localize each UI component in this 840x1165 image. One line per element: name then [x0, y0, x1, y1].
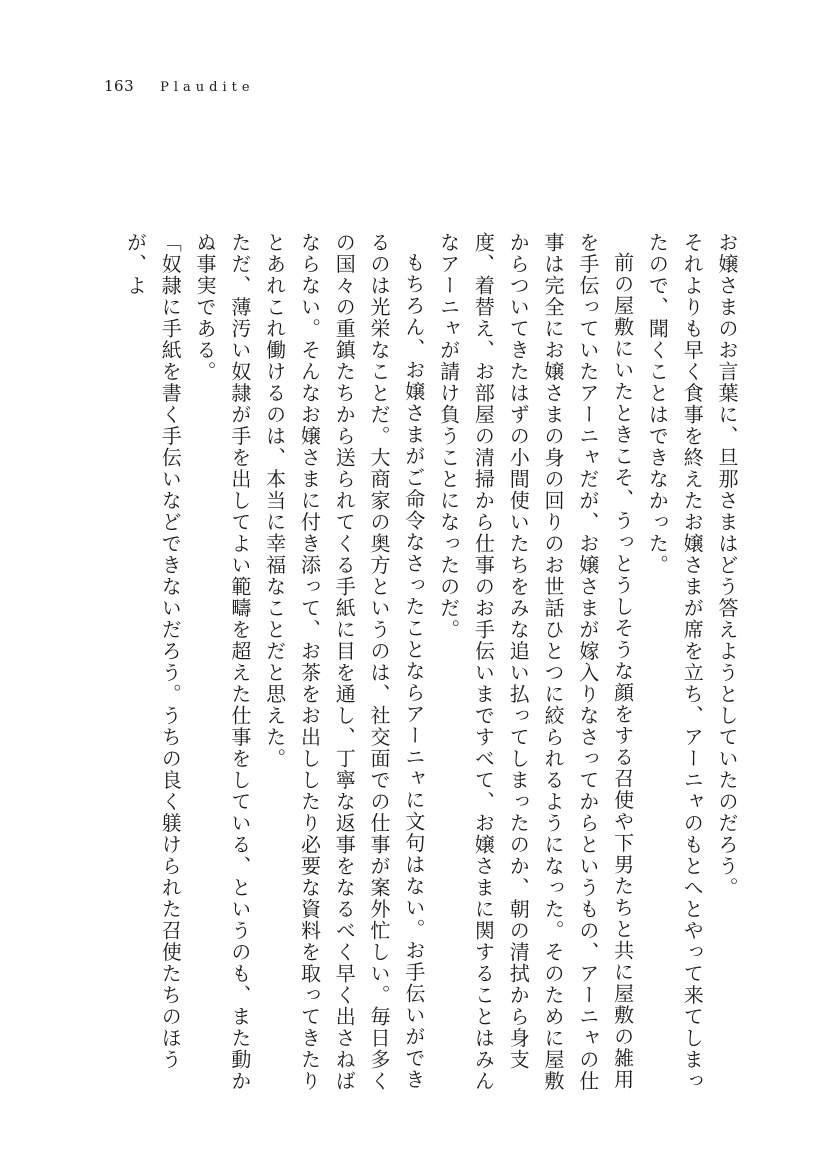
paragraph: もちろん、お嬢さまがご命令なさったことならアーニャに文句はない。お手伝いができるのは光栄なことだ。大商家の奥方というのは、社交面での仕事が案外忙しい。毎日多くの国々の重鎮たちから送られてくる手紙に目を通し、丁寧な返事をなるべく早く出さねばならない。そんなお嬢さまに付き添って、お茶をお出ししたり必要な資料を取ってきたりとあれこれ働けるのは、本当に幸福なことだと思えた。: [262, 232, 426, 1092]
paragraph: それよりも早く食事を終えたお嬢さまが席を立ち、アーニャのもとへとやって来てしまったので、聞くことはできなかった。: [645, 232, 705, 1092]
paragraph: お嬢さまのお言葉に、旦那さまはどう答えようとしていたのだろう。: [715, 232, 739, 899]
paragraph: ただ、薄汚い奴隷が手を出してよい範疇を超えた仕事をしている、というのも、また動かぬ事実である。: [193, 232, 252, 1092]
page-header: [104, 77, 255, 99]
paragraph: 「奴隷に手紙を書く手伝いなどできないだろう。うちの良く躾けられた召使たちのほうが、よ: [123, 232, 183, 1071]
vertical-body-text: [94, 232, 744, 1092]
running-title: Plaudite: [160, 80, 255, 95]
paragraph: 前の屋敷にいたときこそ、うっとうしそうな顔をする召使や下男たちと共に屋敷の雑用を手伝っていたアーニャだが、お嬢さまが嫁入りなさってからというもの、アーニャの仕事は完全にお嬢さまの身の回りのお世話ひとつに絞られるようになった。そのために屋敷からついてきたはずの小間使いたちをみな追い払ってしまったのか、朝の清拭から身支度、着替え、お部屋の清掃から仕事のお手伝いまですべて、お嬢さまに関することはみんなアーニャが請け負うことになったのだ。: [436, 232, 635, 1092]
page-number: 163: [104, 77, 135, 95]
